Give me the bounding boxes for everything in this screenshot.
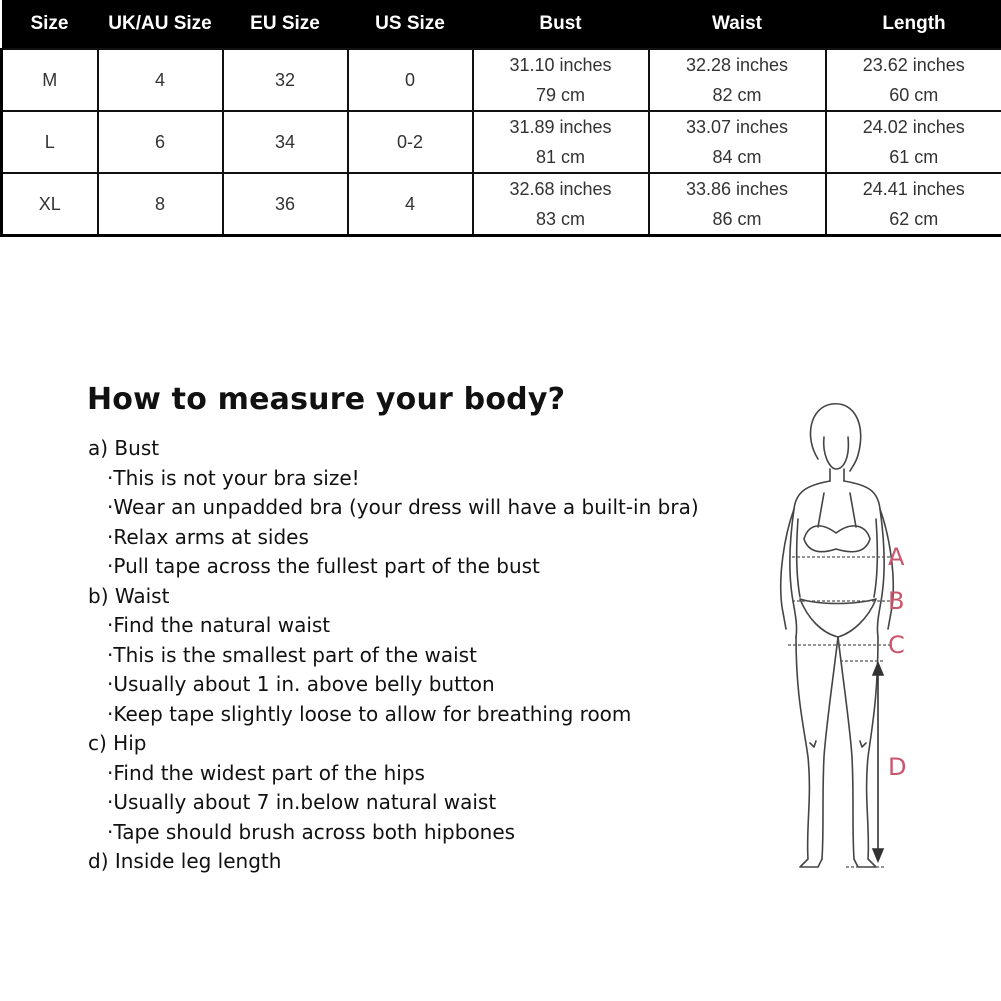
tip-text: Find the widest part of the hips — [113, 760, 425, 785]
tip-text: Wear an unpadded bra (your dress will have a built-in bra) — [113, 495, 699, 519]
length-cell — [826, 49, 1001, 111]
waist-inches: 32.28 inches — [685, 55, 789, 75]
tip-list — [88, 464, 699, 582]
waist-cell — [649, 173, 826, 236]
label-a: A — [888, 543, 905, 571]
waist-cm: 84 cm — [712, 147, 762, 167]
uk-au-cell: 6 — [98, 111, 223, 173]
inner-leg-outline — [822, 637, 854, 859]
tip-item — [107, 493, 699, 523]
neck-outline — [830, 469, 844, 481]
torso-right-outline — [844, 481, 884, 637]
step-hip — [88, 729, 699, 847]
tip-item — [107, 641, 699, 671]
waist-inches: 33.07 inches — [685, 117, 789, 137]
step-heading: c) Hip — [88, 731, 147, 755]
tip-text: This is the smallest part of the waist — [113, 642, 477, 667]
us-cell: 0 — [348, 49, 473, 111]
inseam-arrow-head-top — [873, 663, 883, 675]
label-b: B — [888, 587, 905, 615]
bust-cell — [473, 173, 649, 236]
step-inside-leg — [88, 847, 699, 877]
length-inches: 24.02 inches — [862, 117, 965, 137]
face-outline — [824, 437, 849, 469]
uk-au-cell: 8 — [98, 173, 223, 236]
strap-lines — [818, 493, 856, 527]
bikini-top — [804, 526, 870, 552]
table-header-row — [2, 0, 1001, 49]
tip-text: Keep tape slightly loose to allow for breathing room — [113, 701, 632, 726]
tip-text: Pull tape across the fullest part of the bust — [113, 554, 540, 578]
waist-cell — [649, 111, 826, 173]
knee-marks — [810, 741, 866, 747]
tip-item — [107, 818, 699, 848]
bust-inches: 31.10 inches — [509, 55, 612, 75]
step-heading: b) Waist — [88, 583, 170, 608]
bust-cm: 83 cm — [535, 209, 586, 229]
column-header: UK/AU Size — [98, 0, 223, 49]
table-row — [2, 49, 1001, 111]
column-header: Waist — [649, 0, 826, 49]
column-header: EU Size — [223, 0, 348, 49]
inseam-arrow-head-bottom — [873, 849, 883, 861]
bust-inches: 32.68 inches — [509, 179, 612, 199]
size-cell: L — [2, 111, 98, 173]
waist-cm: 82 cm — [712, 85, 762, 105]
tip-item — [107, 611, 699, 641]
tip-list — [88, 611, 699, 729]
tip-text: Relax arms at sides — [113, 524, 309, 549]
us-cell: 0-2 — [348, 111, 473, 173]
tip-text: Tape should brush across both hipbones — [113, 819, 516, 844]
waist-inches: 33.86 inches — [685, 179, 789, 199]
tip-item — [107, 523, 699, 553]
tip-list — [88, 759, 699, 848]
waist-cell — [649, 49, 826, 111]
size-chart-table — [0, 0, 1001, 237]
bust-cell — [473, 49, 649, 111]
torso-left-outline — [790, 481, 830, 637]
measurement-steps — [88, 434, 699, 877]
table-row — [2, 111, 1001, 173]
tip-item — [107, 700, 699, 730]
tip-text: Find the natural waist — [113, 613, 331, 637]
tip-item — [107, 464, 699, 494]
length-inches: 24.41 inches — [862, 179, 965, 199]
uk-au-cell: 4 — [98, 49, 223, 111]
length-cm: 62 cm — [889, 209, 939, 229]
tip-text: Usually about 1 in. above belly button — [113, 672, 495, 696]
bikini-bottom — [800, 599, 876, 637]
us-cell: 4 — [348, 173, 473, 236]
tip-text: Usually about 7 in.below natural waist — [113, 790, 497, 814]
label-d: D — [888, 753, 907, 781]
eu-cell: 36 — [223, 173, 348, 236]
left-leg-outline — [796, 637, 822, 867]
tip-item — [107, 670, 699, 700]
length-cell — [826, 173, 1001, 236]
bust-cm: 79 cm — [535, 85, 586, 105]
guide-title: How to measure your body? — [87, 382, 566, 417]
tip-item — [107, 552, 699, 582]
length-cell — [826, 111, 1001, 173]
tip-item — [107, 788, 699, 818]
bust-cell — [473, 111, 649, 173]
size-cell: M — [2, 49, 98, 111]
size-cell: XL — [2, 173, 98, 236]
measurement-guide — [0, 372, 1001, 892]
step-heading: d) Inside leg length — [88, 849, 282, 873]
label-c: C — [888, 631, 905, 659]
bust-cm: 81 cm — [535, 147, 586, 167]
table-row — [2, 173, 1001, 236]
waist-cm: 86 cm — [712, 209, 762, 229]
eu-cell: 34 — [223, 111, 348, 173]
length-inches: 23.62 inches — [862, 55, 965, 75]
column-header: Size — [2, 0, 98, 49]
column-header: Length — [826, 0, 1001, 49]
step-waist — [88, 582, 699, 730]
bust-inches: 31.89 inches — [509, 117, 612, 137]
tip-item — [107, 759, 699, 789]
column-header: US Size — [348, 0, 473, 49]
hair-outline — [810, 404, 860, 471]
step-bust — [88, 434, 699, 582]
tip-text: This is not your bra size! — [113, 465, 360, 490]
eu-cell: 32 — [223, 49, 348, 111]
length-cm: 60 cm — [889, 85, 939, 105]
length-cm: 61 cm — [889, 147, 939, 167]
column-header: Bust — [473, 0, 649, 49]
step-heading: a) Bust — [88, 436, 160, 460]
body-figure-illustration — [760, 397, 920, 887]
